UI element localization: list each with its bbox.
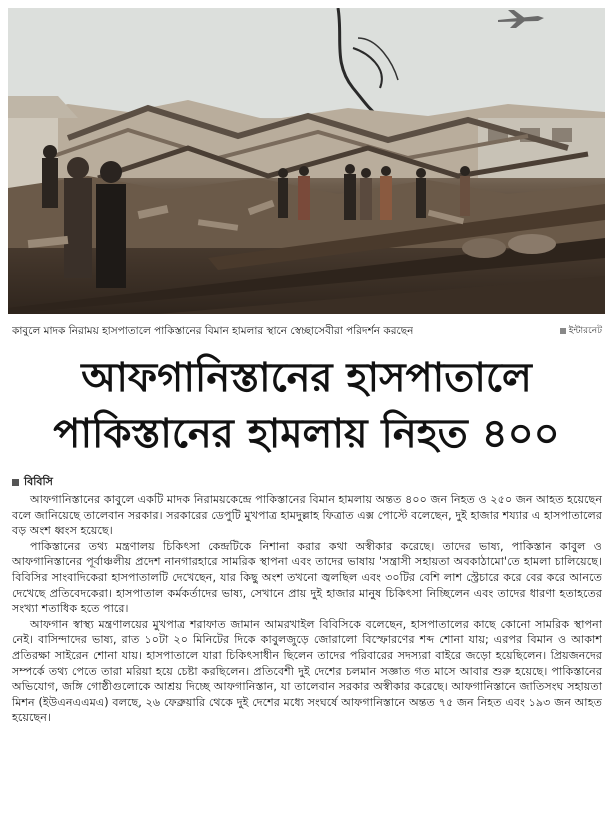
byline-square-icon — [12, 479, 19, 486]
byline — [12, 474, 53, 490]
credit-square-icon — [560, 328, 566, 334]
paragraph-3: আফগান স্বাস্থ্য মন্ত্রণালয়ের মুখপাত্র শরাফাত জামান আমরখাইল বিবিসিকে বলেছেন, হাসপাতালের কাছে কোনো সামরিক স্থাপনা নেই। বাসিন্দাদের ভাষ্য, রাত ১০টা ২০ মিনিটের দিকে কাবুলজুড়ে জোরালো বিস্ফোরণের শব্দ শোনা যায়; এরপর বিমান ও আকাশ প্রতিরক্ষা সাইরেন শোনা যায়। হাসপাতালে যারা চিকিৎসাধীন ছিলেন তাদের পরিবারের সদস্যরা বাইরে জড়ো হয়েছিলেন। প্রিয়জনদের সম্পর্কে তথ্য পেতে তারা মরিয়া হয়ে চেষ্টা করছিলেন। প্রতিবেশী দুই দেশের চলমান সজ্ঞাত গত মাসে আবার শুরু হয়েছে। পাকিস্তানের অভিযোগ, জঙ্গি গোষ্ঠীগুলোকে আশ্রয় দিচ্ছে আফগানিস্তান, যা তালেবান সরকার অস্বীকার করেছে। আফগানিস্তানে জাতিসংঘ সহায়তা মিশন (ইউএনএএমএ) বলছে, ২৬ ফেব্রুয়ারি থেকে দুই দেশের মধ্যে সংঘর্ষে আফগানিস্তানে অন্তত ৭৫ জন নিহত এবং ১৯৩ জন আহত হয়েছেন। — [12, 617, 602, 725]
headline-line-1: আফগানিস্তানের হাসপাতালে — [81, 355, 532, 401]
article-body — [12, 492, 602, 726]
headline-line-2: পাকিস্তানের হামলায় নিহত ৪০০ — [53, 411, 560, 457]
headline — [10, 350, 603, 462]
photo-credit — [560, 324, 602, 338]
paragraph-2: পাকিস্তানের তথ্য মন্ত্রণালয় চিকিৎসা কেন্দ্রটিকে নিশানা করার কথা অস্বীকার করেছে। তাদের ভাষ্য, পাকিস্তান কাবুল ও আফগানিস্তানের পূর্বাঞ্চলীয় প্রদেশ নানগারহারে সামরিক স্থাপনা এবং তাদের ভাষায় 'সন্ত্রাসী সহায়তা অবকাঠামো'তে হামলা চালিয়েছে। বিবিসির সাংবাদিকেরা হাসপাতালটি দেখেছেন, যার কিছু অংশ তখনো জ্বলছিল এবং ৩০টির বেশি লাশ স্ট্রেচারে করে বের করে আনতে দেখেছে প্রতিবেদকেরা। হাসপাতাল কর্মকর্তাদের ভাষ্য, সেখানে প্রায় দুই হাজার মানুষ চিকিৎসা নিচ্ছিলেন এবং তাদের ধারণা হতাহতের সংখ্যা শতাধিক হতে পারে। — [12, 539, 602, 616]
photo-caption-row — [12, 322, 602, 340]
paragraph-1: আফগানিস্তানের কাবুলে একটি মাদক নিরাময়কেন্দ্রে পাকিস্তানের বিমান হামলায় অন্তত ৪০০ জন নিহত ও ২৫০ জন আহত হয়েছেন বলে জানিয়েছে তালেবান সরকার। সরকারের ডেপুটি মুখপাত্র হামদুল্লাহ ফিত্রাত এক্স পোস্টে বলেছেন, দুই হাজার শয্যার এ হাসপাতালের বড় অংশ ধ্বংস হয়েছে। — [12, 493, 602, 538]
bombed-building-rubble-photo — [8, 8, 605, 314]
byline-source: বিবিসি — [24, 474, 53, 488]
news-photo — [8, 8, 605, 314]
photo-credit-text: ইন্টারনেট — [568, 326, 602, 336]
photo-caption: কাবুলে মাদক নিরাময় হাসপাতালে পাকিস্তানের বিমান হামলার স্থানে স্বেচ্ছাসেবীরা পরিদর্শন করছেন — [12, 325, 414, 337]
